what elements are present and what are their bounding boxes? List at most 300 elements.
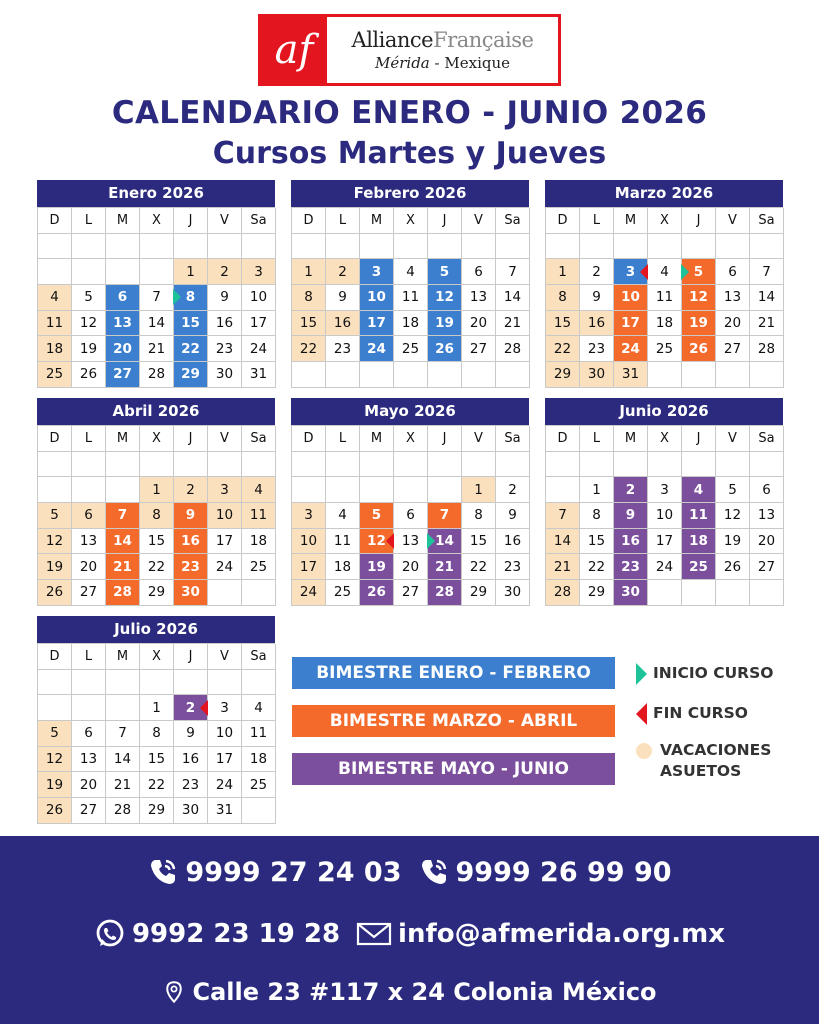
calendar-empty-cell <box>106 670 140 696</box>
calendar-empty-cell <box>682 580 716 606</box>
calendar-day: 20 <box>716 311 750 337</box>
calendar-empty-cell <box>140 234 174 260</box>
calendar-day: 5 <box>716 477 750 503</box>
calendar-marzo <box>545 180 783 388</box>
weekday-header: J <box>174 208 208 234</box>
calendar-day: 3 <box>292 503 326 529</box>
calendar-empty-cell <box>496 234 530 260</box>
calendar-day: 23 <box>174 772 208 798</box>
weekday-header: J <box>174 644 208 670</box>
calendar-day: 18 <box>326 554 360 580</box>
calendar-day: 3 <box>208 695 242 721</box>
calendar-empty-cell <box>292 234 326 260</box>
calendar-day: 3 <box>208 477 242 503</box>
calendar-day: 5 <box>360 503 394 529</box>
calendar-day: 1 <box>140 695 174 721</box>
calendar-day: 29 <box>462 580 496 606</box>
calendar-julio <box>37 616 275 824</box>
calendar-day: 2 <box>496 477 530 503</box>
calendar-day: 18 <box>38 336 72 362</box>
calendar-day: 3 <box>242 259 276 285</box>
calendar-day: 6 <box>106 285 140 311</box>
calendar-empty-cell <box>208 580 242 606</box>
calendar-day: 17 <box>614 311 648 337</box>
weekday-header: D <box>38 208 72 234</box>
calendar-day: 12 <box>38 529 72 555</box>
weekday-header: J <box>682 426 716 452</box>
calendar-empty-cell <box>140 452 174 478</box>
calendar-empty-cell <box>106 452 140 478</box>
calendar-day: 27 <box>462 336 496 362</box>
calendar-day: 27 <box>750 554 784 580</box>
email: info@afmerida.org.mx <box>356 918 725 950</box>
calendar-day: 28 <box>750 336 784 362</box>
calendar-day: 9 <box>496 503 530 529</box>
whatsapp-icon <box>94 918 126 950</box>
calendar-empty-cell <box>72 452 106 478</box>
logo-mark: af <box>261 17 327 83</box>
calendar-day: 18 <box>242 529 276 555</box>
calendar-empty-cell <box>614 452 648 478</box>
calendar-day: 3 <box>614 259 648 285</box>
calendar-day: 1 <box>546 259 580 285</box>
calendar-day: 13 <box>72 747 106 773</box>
calendar-empty-cell <box>106 695 140 721</box>
calendar-empty-cell <box>242 798 276 824</box>
calendar-empty-cell <box>614 234 648 260</box>
calendar-day: 21 <box>106 772 140 798</box>
calendar-mayo <box>291 398 529 606</box>
legend-end: FIN CURSO <box>636 703 748 725</box>
page-subtitle: Cursos Martes y Jueves <box>212 136 607 171</box>
calendar-enero <box>37 180 275 388</box>
weekday-header: X <box>394 426 428 452</box>
calendar-day: 12 <box>428 285 462 311</box>
vacation-dot-icon <box>636 743 652 759</box>
calendar-day: 13 <box>72 529 106 555</box>
weekday-header: D <box>546 426 580 452</box>
calendar-day: 2 <box>614 477 648 503</box>
calendar-empty-cell <box>716 452 750 478</box>
calendar-day: 28 <box>140 362 174 388</box>
calendar-day: 13 <box>462 285 496 311</box>
calendar-day: 7 <box>750 259 784 285</box>
weekday-header: L <box>72 644 106 670</box>
calendar-day: 23 <box>496 554 530 580</box>
weekday-header: L <box>326 208 360 234</box>
weekday-header: M <box>360 426 394 452</box>
calendar-empty-cell <box>140 259 174 285</box>
weekday-header: Sa <box>496 426 530 452</box>
calendar-day: 15 <box>140 747 174 773</box>
calendar-empty-cell <box>72 477 106 503</box>
calendar-day: 16 <box>614 529 648 555</box>
calendar-empty-cell <box>38 477 72 503</box>
weekday-header: Sa <box>242 208 276 234</box>
calendar-empty-cell <box>38 234 72 260</box>
calendar-day: 30 <box>580 362 614 388</box>
calendar-empty-cell <box>326 234 360 260</box>
weekday-header: L <box>326 426 360 452</box>
calendar-day: 24 <box>648 554 682 580</box>
calendar-day: 24 <box>360 336 394 362</box>
calendar-day: 19 <box>38 554 72 580</box>
month-title: Febrero 2026 <box>291 180 529 207</box>
weekday-header: J <box>174 426 208 452</box>
calendar-day: 31 <box>242 362 276 388</box>
weekday-header: V <box>716 208 750 234</box>
calendar-day: 10 <box>292 529 326 555</box>
weekday-header: V <box>462 208 496 234</box>
calendar-day: 17 <box>208 529 242 555</box>
calendar-empty-cell <box>38 670 72 696</box>
phone-icon <box>147 856 179 888</box>
calendar-day: 31 <box>614 362 648 388</box>
calendar-day: 10 <box>614 285 648 311</box>
legend-start: INICIO CURSO <box>636 663 773 685</box>
calendar-day: 25 <box>242 772 276 798</box>
calendar-day: 15 <box>546 311 580 337</box>
calendar-day: 4 <box>648 259 682 285</box>
calendar-day: 6 <box>72 503 106 529</box>
calendar-day: 25 <box>242 554 276 580</box>
calendar-empty-cell <box>394 362 428 388</box>
calendar-day: 15 <box>580 529 614 555</box>
calendar-empty-cell <box>750 452 784 478</box>
weekday-header: J <box>428 208 462 234</box>
calendar-day: 21 <box>750 311 784 337</box>
calendar-day: 5 <box>38 721 72 747</box>
weekday-header: J <box>682 208 716 234</box>
calendar-day: 15 <box>292 311 326 337</box>
calendar-day: 7 <box>106 503 140 529</box>
legend-bimester-mayo-junio: BIMESTRE MAYO - JUNIO <box>292 753 615 785</box>
calendar-day: 11 <box>242 503 276 529</box>
calendar-empty-cell <box>682 452 716 478</box>
calendar-febrero <box>291 180 529 388</box>
calendar-day: 27 <box>716 336 750 362</box>
calendar-day: 24 <box>208 554 242 580</box>
calendar-day: 24 <box>292 580 326 606</box>
calendar-empty-cell <box>750 234 784 260</box>
calendar-day: 20 <box>106 336 140 362</box>
calendar-day: 19 <box>716 529 750 555</box>
calendar-day: 13 <box>106 311 140 337</box>
calendar-empty-cell <box>72 234 106 260</box>
calendar-empty-cell <box>360 234 394 260</box>
calendar-empty-cell <box>292 452 326 478</box>
calendar-empty-cell <box>750 580 784 606</box>
calendar-day: 9 <box>614 503 648 529</box>
calendar-empty-cell <box>716 580 750 606</box>
calendar-day: 12 <box>38 747 72 773</box>
calendar-day: 22 <box>580 554 614 580</box>
calendar-day: 21 <box>546 554 580 580</box>
calendar-day: 8 <box>140 721 174 747</box>
calendar-empty-cell <box>462 362 496 388</box>
calendar-day: 17 <box>292 554 326 580</box>
calendar-day: 22 <box>462 554 496 580</box>
calendar-empty-cell <box>394 477 428 503</box>
calendar-empty-cell <box>326 452 360 478</box>
calendar-day: 16 <box>174 529 208 555</box>
logo-name: AllianceFrançaise <box>351 28 534 52</box>
calendar-day: 9 <box>174 503 208 529</box>
weekday-header: L <box>580 426 614 452</box>
calendar-empty-cell <box>580 452 614 478</box>
calendar-empty-cell <box>546 234 580 260</box>
calendar-day: 10 <box>242 285 276 311</box>
calendar-day: 1 <box>174 259 208 285</box>
calendar-junio <box>545 398 783 606</box>
calendar-day: 24 <box>614 336 648 362</box>
month-grid <box>37 207 275 388</box>
calendar-empty-cell <box>174 234 208 260</box>
calendar-day: 30 <box>208 362 242 388</box>
calendar-empty-cell <box>682 234 716 260</box>
whatsapp-email-row <box>0 918 819 950</box>
calendar-empty-cell <box>496 362 530 388</box>
weekday-header: L <box>580 208 614 234</box>
month-title: Abril 2026 <box>37 398 275 425</box>
calendar-day: 16 <box>208 311 242 337</box>
weekday-header: D <box>546 208 580 234</box>
month-title: Marzo 2026 <box>545 180 783 207</box>
calendar-empty-cell <box>648 580 682 606</box>
weekday-header: X <box>140 426 174 452</box>
address-row <box>0 976 819 1008</box>
calendar-day: 14 <box>750 285 784 311</box>
calendar-empty-cell <box>292 362 326 388</box>
weekday-header: L <box>72 208 106 234</box>
calendar-day: 11 <box>38 311 72 337</box>
calendar-empty-cell <box>360 362 394 388</box>
calendar-day: 16 <box>580 311 614 337</box>
weekday-header: Sa <box>242 426 276 452</box>
calendar-day: 14 <box>106 529 140 555</box>
location-pin-icon <box>162 976 186 1008</box>
calendar-empty-cell <box>648 452 682 478</box>
calendar-empty-cell <box>174 452 208 478</box>
calendar-day: 23 <box>174 554 208 580</box>
calendar-day: 11 <box>394 285 428 311</box>
calendar-day: 1 <box>140 477 174 503</box>
weekday-header: X <box>648 208 682 234</box>
address: Calle 23 #117 x 24 Colonia México <box>162 976 656 1008</box>
calendar-day: 14 <box>428 529 462 555</box>
calendar-day: 26 <box>360 580 394 606</box>
calendar-day: 30 <box>614 580 648 606</box>
month-grid <box>545 425 783 606</box>
calendar-empty-cell <box>428 452 462 478</box>
legend-vacation <box>636 740 771 782</box>
calendar-day: 30 <box>496 580 530 606</box>
calendar-day: 19 <box>72 336 106 362</box>
phone-1: 9999 27 24 03 <box>147 856 401 888</box>
calendar-day: 11 <box>648 285 682 311</box>
calendar-day: 8 <box>140 503 174 529</box>
calendar-day: 25 <box>38 362 72 388</box>
weekday-header: V <box>208 208 242 234</box>
calendar-day: 25 <box>326 580 360 606</box>
calendar-day: 29 <box>546 362 580 388</box>
calendar-day: 15 <box>462 529 496 555</box>
calendar-day: 22 <box>292 336 326 362</box>
calendar-day: 8 <box>580 503 614 529</box>
calendar-day: 26 <box>428 336 462 362</box>
calendar-day: 9 <box>208 285 242 311</box>
calendar-empty-cell <box>174 670 208 696</box>
calendar-day: 14 <box>546 529 580 555</box>
calendar-day: 28 <box>546 580 580 606</box>
calendar-day: 2 <box>580 259 614 285</box>
calendar-day: 7 <box>428 503 462 529</box>
calendar-day: 29 <box>140 798 174 824</box>
calendar-empty-cell <box>428 477 462 503</box>
calendar-empty-cell <box>106 259 140 285</box>
calendar-day: 8 <box>292 285 326 311</box>
calendar-day: 28 <box>496 336 530 362</box>
logo-text <box>327 17 558 83</box>
calendar-day: 22 <box>546 336 580 362</box>
month-grid <box>545 207 783 388</box>
calendar-day: 4 <box>242 695 276 721</box>
calendar-empty-cell <box>38 452 72 478</box>
calendar-day: 4 <box>326 503 360 529</box>
calendar-day: 2 <box>208 259 242 285</box>
calendar-day: 5 <box>72 285 106 311</box>
calendar-day: 16 <box>326 311 360 337</box>
calendar-day: 20 <box>72 554 106 580</box>
weekday-header: X <box>140 644 174 670</box>
calendar-empty-cell <box>208 670 242 696</box>
weekday-header: M <box>106 208 140 234</box>
weekday-header: Sa <box>750 208 784 234</box>
calendar-empty-cell <box>106 234 140 260</box>
calendar-day: 18 <box>242 747 276 773</box>
calendar-day: 26 <box>38 798 72 824</box>
calendar-empty-cell <box>580 234 614 260</box>
month-grid <box>37 425 275 606</box>
calendar-day: 21 <box>496 311 530 337</box>
calendar-day: 10 <box>648 503 682 529</box>
calendar-empty-cell <box>428 362 462 388</box>
calendar-day: 12 <box>360 529 394 555</box>
calendar-day: 26 <box>72 362 106 388</box>
calendar-day: 21 <box>140 336 174 362</box>
calendar-day: 11 <box>326 529 360 555</box>
calendar-day: 17 <box>208 747 242 773</box>
calendar-day: 13 <box>394 529 428 555</box>
calendar-empty-cell <box>208 234 242 260</box>
month-grid <box>291 425 529 606</box>
phone-2: 9999 26 99 90 <box>418 856 672 888</box>
weekday-header: M <box>614 208 648 234</box>
calendar-empty-cell <box>682 362 716 388</box>
calendar-empty-cell <box>326 477 360 503</box>
calendar-day: 8 <box>462 503 496 529</box>
calendar-day: 14 <box>106 747 140 773</box>
weekday-header: D <box>38 644 72 670</box>
calendar-empty-cell <box>394 452 428 478</box>
calendar-day: 8 <box>174 285 208 311</box>
calendar-day: 6 <box>72 721 106 747</box>
calendar-day: 30 <box>174 798 208 824</box>
calendar-day: 23 <box>580 336 614 362</box>
legend-bimester-enero-febrero: BIMESTRE ENERO - FEBRERO <box>292 657 615 689</box>
calendar-day: 10 <box>360 285 394 311</box>
calendar-day: 20 <box>72 772 106 798</box>
month-title: Mayo 2026 <box>291 398 529 425</box>
calendar-day: 1 <box>292 259 326 285</box>
calendar-day: 2 <box>326 259 360 285</box>
calendar-day: 30 <box>174 580 208 606</box>
calendar-day: 7 <box>546 503 580 529</box>
calendar-day: 29 <box>140 580 174 606</box>
weekday-header: V <box>462 426 496 452</box>
calendar-day: 9 <box>174 721 208 747</box>
calendar-day: 26 <box>682 336 716 362</box>
calendar-day: 22 <box>140 554 174 580</box>
weekday-header: V <box>208 426 242 452</box>
calendar-day: 25 <box>648 336 682 362</box>
calendar-day: 16 <box>496 529 530 555</box>
month-title: Junio 2026 <box>545 398 783 425</box>
calendar-day: 23 <box>326 336 360 362</box>
calendar-day: 23 <box>208 336 242 362</box>
calendar-day: 1 <box>462 477 496 503</box>
weekday-header: X <box>140 208 174 234</box>
calendar-day: 6 <box>750 477 784 503</box>
phone-row <box>0 856 819 888</box>
calendar-day: 18 <box>648 311 682 337</box>
contact-footer <box>0 836 819 1024</box>
calendar-day: 27 <box>72 580 106 606</box>
calendar-empty-cell <box>72 259 106 285</box>
alliance-francaise-logo <box>258 14 561 86</box>
calendar-day: 15 <box>174 311 208 337</box>
weekday-header: D <box>38 426 72 452</box>
calendar-day: 12 <box>716 503 750 529</box>
calendar-abril <box>37 398 275 606</box>
calendar-day: 14 <box>140 311 174 337</box>
calendar-day: 19 <box>38 772 72 798</box>
calendar-day: 19 <box>682 311 716 337</box>
calendar-day: 10 <box>208 721 242 747</box>
calendar-day: 18 <box>394 311 428 337</box>
weekday-header: X <box>394 208 428 234</box>
calendar-empty-cell <box>496 452 530 478</box>
calendar-day: 7 <box>140 285 174 311</box>
weekday-header: V <box>716 426 750 452</box>
calendar-day: 28 <box>428 580 462 606</box>
month-title: Enero 2026 <box>37 180 275 207</box>
calendar-day: 14 <box>496 285 530 311</box>
calendar-empty-cell <box>208 452 242 478</box>
calendar-day: 20 <box>462 311 496 337</box>
calendar-day: 13 <box>716 285 750 311</box>
calendar-day: 21 <box>106 554 140 580</box>
legend-bimester-marzo-abril: BIMESTRE MARZO - ABRIL <box>292 705 615 737</box>
calendar-day: 12 <box>72 311 106 337</box>
end-triangle-icon <box>636 703 647 725</box>
calendar-empty-cell <box>360 452 394 478</box>
calendar-empty-cell <box>716 362 750 388</box>
weekday-header: Sa <box>750 426 784 452</box>
calendar-empty-cell <box>106 477 140 503</box>
calendar-day: 11 <box>682 503 716 529</box>
calendar-day: 4 <box>242 477 276 503</box>
